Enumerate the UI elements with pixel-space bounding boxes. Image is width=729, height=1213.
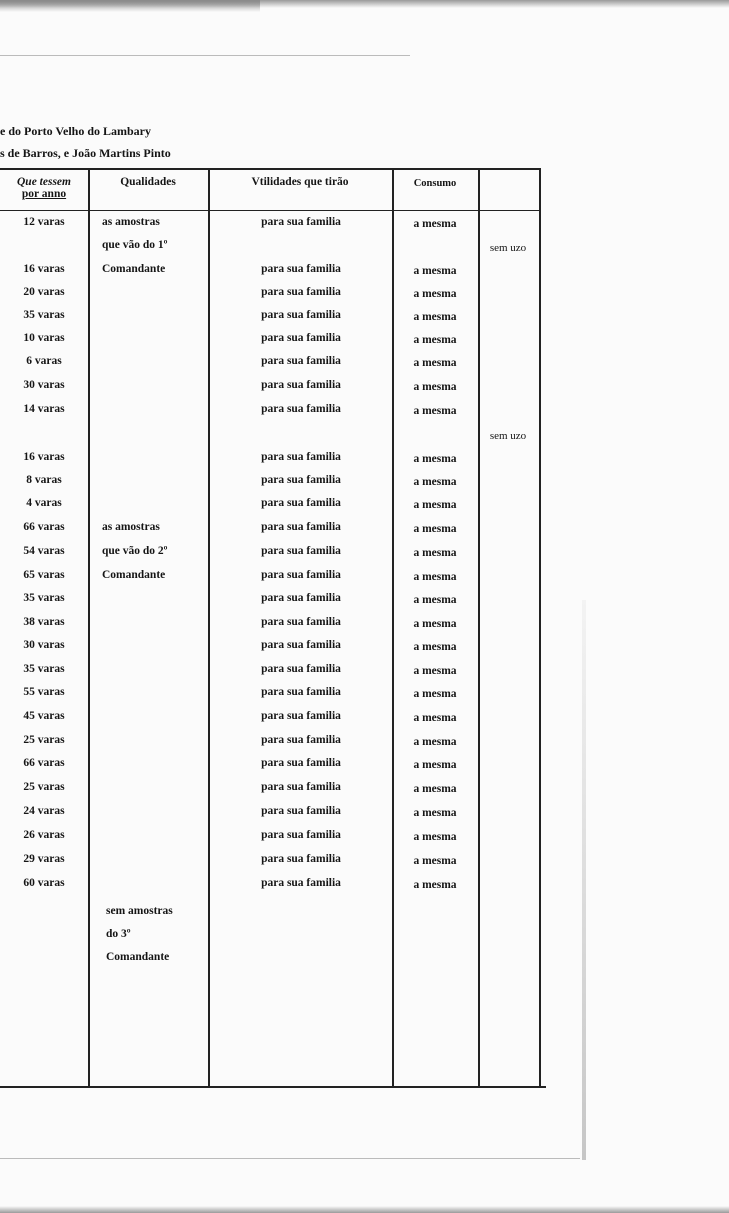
table-row-consumo: a mesma <box>413 357 457 369</box>
table-row-consumo: a mesma <box>413 523 457 535</box>
table-row-qty: 24 varas <box>23 805 65 817</box>
table-row-consumo: a mesma <box>413 594 457 606</box>
table-row-util: para sua familia <box>261 569 341 581</box>
qualidades-note: as amostras <box>102 216 160 228</box>
table-row-util: para sua familia <box>261 309 341 321</box>
table-row-consumo: a mesma <box>413 453 457 465</box>
table-row-util: para sua familia <box>261 521 341 533</box>
table-row-consumo: a mesma <box>413 688 457 700</box>
table-row-consumo: a mesma <box>413 476 457 488</box>
qualidades-note: que vão do 2º <box>102 545 168 557</box>
table-row-qty: 14 varas <box>23 403 65 415</box>
table-row-util: para sua familia <box>261 474 341 486</box>
table-row-util: para sua familia <box>261 686 341 698</box>
table-row-consumo: a mesma <box>413 334 457 346</box>
table-row-consumo: a mesma <box>413 783 457 795</box>
table-row-qty: 10 varas <box>23 332 65 344</box>
table-row-util: para sua familia <box>261 355 341 367</box>
header-que-tessem-line: Que tessem <box>17 176 71 188</box>
table-row-qty: 65 varas <box>23 569 65 581</box>
table-row-qty: 6 varas <box>26 355 62 367</box>
bottom-scan-edge <box>0 1206 729 1213</box>
qualidades-note: do 3º <box>106 928 131 940</box>
table-row-util: para sua familia <box>261 616 341 628</box>
table-row-util: para sua familia <box>261 757 341 769</box>
table-row-util: para sua familia <box>261 332 341 344</box>
header-utilidades: Vtilidades que tirão <box>251 176 349 188</box>
table-row-consumo: a mesma <box>413 665 457 677</box>
qualidades-note: Comandante <box>106 951 170 963</box>
table-row-qty: 16 varas <box>23 263 65 275</box>
table-row-qty: 12 varas <box>23 216 65 228</box>
table-row-qty: 20 varas <box>23 286 65 298</box>
table-row-consumo: a mesma <box>413 712 457 724</box>
table-row-qty: 30 varas <box>23 639 65 651</box>
table-row-consumo: a mesma <box>413 405 457 417</box>
table-row-qty: 16 varas <box>23 451 65 463</box>
table-row-consumo: a mesma <box>413 759 457 771</box>
table-row-consumo: a mesma <box>413 807 457 819</box>
table-row-qty: 54 varas <box>23 545 65 557</box>
table-bottom-border <box>0 1086 546 1088</box>
table-row-qty: 38 varas <box>23 616 65 628</box>
scan-rule-top <box>0 55 410 56</box>
column-divider-2 <box>208 168 210 1088</box>
table-row-util: para sua familia <box>261 216 341 228</box>
header-que-tessem <box>0 176 88 200</box>
table-row-qty: 66 varas <box>23 757 65 769</box>
table-row-qty: 66 varas <box>23 521 65 533</box>
header-consumo: Consumo <box>413 178 457 189</box>
table-row-qty: 55 varas <box>23 686 65 698</box>
table-row-consumo: a mesma <box>413 831 457 843</box>
table-row-util: para sua familia <box>261 877 341 889</box>
table-row-util: para sua familia <box>261 379 341 391</box>
table-row-util: para sua familia <box>261 497 341 509</box>
table-row-consumo: a mesma <box>413 618 457 630</box>
table-row-util: para sua familia <box>261 781 341 793</box>
qualidades-note: Comandante <box>102 569 166 581</box>
table-row-consumo: a mesma <box>413 381 457 393</box>
column-divider-4 <box>478 168 480 1088</box>
table-row-util: para sua familia <box>261 639 341 651</box>
table-row-consumo: a mesma <box>413 571 457 583</box>
table-row-qty: 25 varas <box>23 781 65 793</box>
table-row-consumo: a mesma <box>413 855 457 867</box>
table-row-qty: 26 varas <box>23 829 65 841</box>
page-heading-line-1: e do Porto Velho do Lambary <box>0 124 152 138</box>
remark-sem-uzo: sem uzo <box>489 242 527 254</box>
qualidades-note: Comandante <box>102 263 166 275</box>
table-row-qty: 30 varas <box>23 379 65 391</box>
scan-rule-bottom <box>0 1158 580 1159</box>
table-row-qty: 35 varas <box>23 663 65 675</box>
table-row-qty: 60 varas <box>23 877 65 889</box>
table-row-qty: 8 varas <box>26 474 62 486</box>
table-row-consumo: a mesma <box>413 499 457 511</box>
table-row-consumo: a mesma <box>413 311 457 323</box>
table-row-consumo: a mesma <box>413 288 457 300</box>
table-row-qty: 45 varas <box>23 710 65 722</box>
table-row-qty: 25 varas <box>23 734 65 746</box>
qualidades-note: sem amostras <box>106 905 173 917</box>
table-row-qty: 35 varas <box>23 592 65 604</box>
page-heading-line-2: s de Barros, e João Martins Pinto <box>0 146 171 160</box>
table-row-util: para sua familia <box>261 403 341 415</box>
qualidades-note: que vão do 1º <box>102 239 168 251</box>
header-por-anno-line: por anno <box>21 188 67 200</box>
column-divider-5 <box>539 168 541 1088</box>
top-scan-mark <box>0 0 260 12</box>
remark-sem-uzo: sem uzo <box>489 430 527 442</box>
table-row-util: para sua familia <box>261 734 341 746</box>
table-row-util: para sua familia <box>261 710 341 722</box>
column-divider-1 <box>88 168 90 1088</box>
table-row-qty: 35 varas <box>23 309 65 321</box>
table-row-util: para sua familia <box>261 545 341 557</box>
table-row-qty: 29 varas <box>23 853 65 865</box>
table-row-util: para sua familia <box>261 663 341 675</box>
header-qualidades: Qualidades <box>120 176 176 188</box>
qualidades-note: as amostras <box>102 521 160 533</box>
table-row-util: para sua familia <box>261 829 341 841</box>
table-header-divider <box>0 210 541 211</box>
table-row-util: para sua familia <box>261 451 341 463</box>
table-row-consumo: a mesma <box>413 265 457 277</box>
right-margin-shadow <box>582 600 586 1160</box>
table-top-border <box>0 168 541 170</box>
table-row-qty: 4 varas <box>26 497 62 509</box>
table-row-util: para sua familia <box>261 853 341 865</box>
table-row-util: para sua familia <box>261 286 341 298</box>
table-row-util: para sua familia <box>261 263 341 275</box>
table-row-consumo: a mesma <box>413 879 457 891</box>
table-row-consumo: a mesma <box>413 736 457 748</box>
table-row-consumo: a mesma <box>413 641 457 653</box>
table-row-util: para sua familia <box>261 805 341 817</box>
table-row-consumo: a mesma <box>413 547 457 559</box>
table-row-consumo: a mesma <box>413 218 457 230</box>
table-row-util: para sua familia <box>261 592 341 604</box>
